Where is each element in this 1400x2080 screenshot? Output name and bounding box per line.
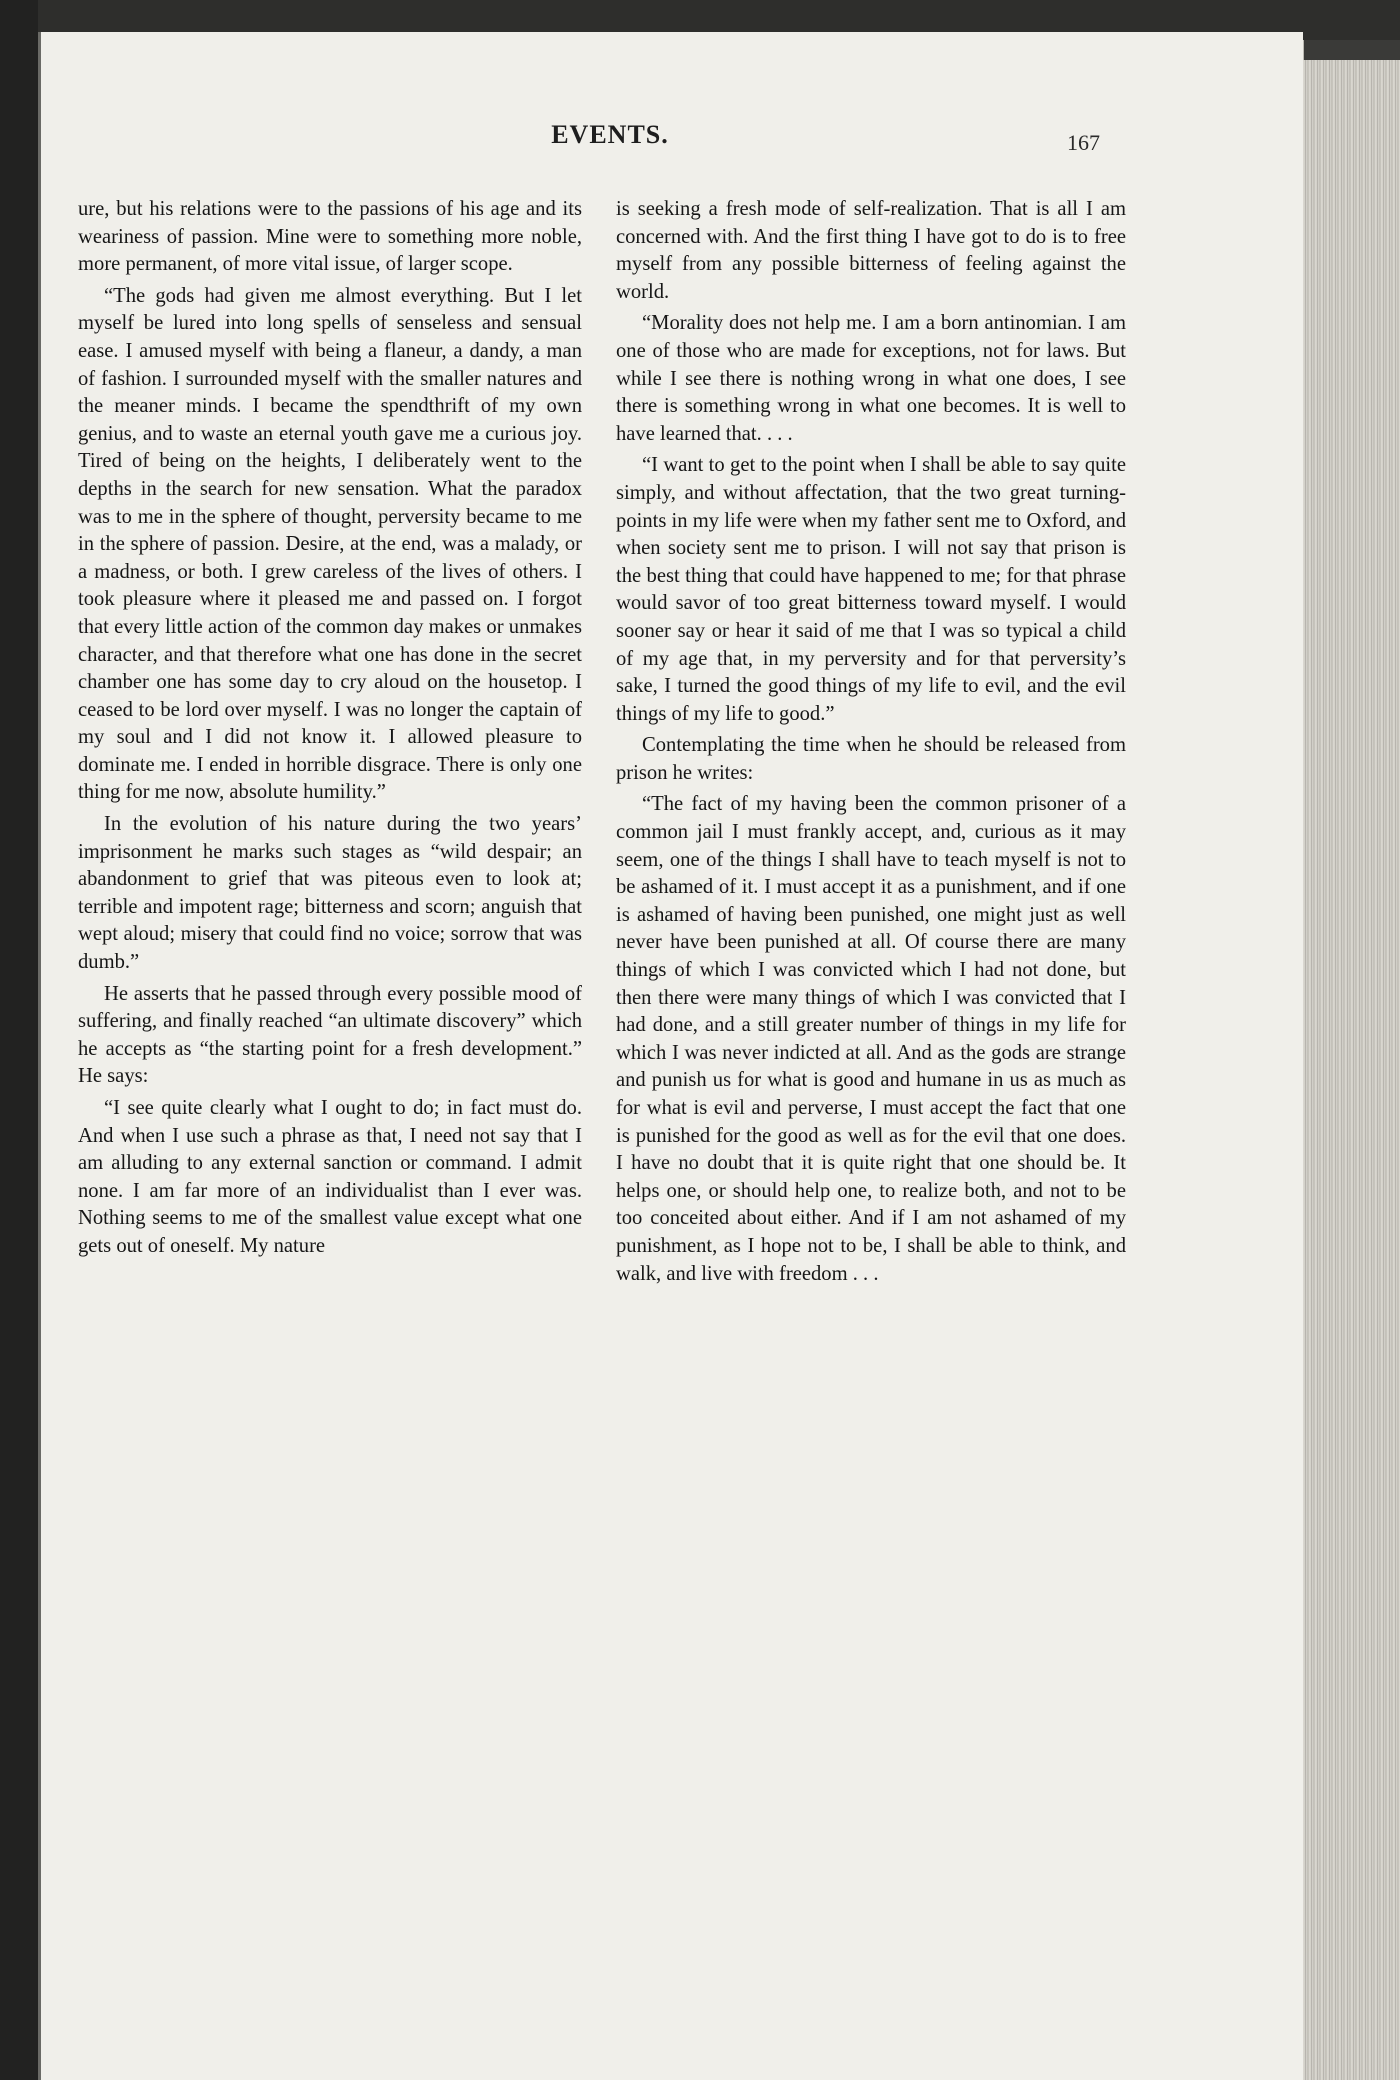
paragraph: He asserts that he passed through every possible mood of suffering, and finally reached “an ultimate discovery” which he accepts as “the starting point for a fresh development.” He says: [78,982,582,1088]
paragraph: Contemplating the time when he should be released from prison he writes: [616,734,1126,784]
paragraph: “Morality does not help me. I am a born antinomian. I am one of those who are made for exceptions, not for laws. But while I see there is nothing wrong in what one does, I see there is something wrong in what one becomes. It is well to have learned that. . . . [616,312,1126,445]
paragraph: “The fact of my having been the common prisoner of a common jail I must frankly accept, and, curious as it may seem, one of the things I shall have to teach myself is not to be ashamed of it. I must accept it as a punishment, and if one is ashamed of having been punished, one might just as well never have been punished at all. Of course there are many things of which I was convicted which I had not done, but then there were many things of which I was convicted that I had done, and a still greater number of things in my life for which I was never indicted at all. And as the gods are strange and punish us for what is good and humane in us as much as for what is evil and perverse, I must accept the fact that one is punished for the good as well as for the evil that one does. I have no doubt that it is quite right that one should be. It helps one, or should help one, to realize both, and not to be too conceited about either. And if I am not ashamed of my punishment, as I hope not to be, I shall be able to think, and walk, and live with freedom . . . [616,793,1126,1285]
paragraph: ure, but his relations were to the passions of his age and its weariness of passion. Mine were to something more noble, more permanent, of more vital issue, of larger scope. [78,198,582,276]
paragraph: “I see quite clearly what I ought to do; in fact must do. And when I use such a phrase as that, I need not say that I am alluding to any external sanction or command. I admit none. I am far more of an individualist than I ever was. Nothing seems to me of the smallest value except what one gets out of oneself. My nature [78,1097,582,1257]
paragraph: is seeking a fresh mode of self-realization. That is all I am concerned with. And the first thing I have got to do is to free myself from any possible bitterness of feeling against the world. [616,198,1126,303]
paragraph: “The gods had given me almost everything. But I let myself be lured into long spells of senseless and sensual ease. I amused myself with being a flaneur, a dandy, a man of fashion. I surrounded myself with the smaller natures and the meaner minds. I became the spendthrift of my own genius, and to waste an eternal youth gave me a curious joy. Tired of being on the heights, I deliberately went to the depths in the search for new sensation. What the paradox was to me in the sphere of thought, perversity became to me in the sphere of passion. Desire, at the end, was a malady, or a madness, or both. I grew careless of the lives of others. I took pleasure where it pleased me and passed on. I forgot that every little action of the common day makes or unmakes character, and that therefore what one has done in the secret chamber one has some day to cry aloud on the housetop. I ceased to be lord over myself. I was no longer the captain of my soul and I did not know it. I allowed pleasure to dominate me. I ended in horrible disgrace. There is only one thing for me now, absolute humility.” [78,284,582,804]
running-title: EVENTS. [551,120,669,149]
paragraph: In the evolution of his nature during the two years’ imprisonment he marks such stages as “wild despair; an abandonment to grief that was piteous even to look at; terrible and impotent rage; bitterness and scorn; anguish that wept aloud; misery that could find no voice; sorrow that was dumb.” [78,813,582,974]
page-edges [1300,60,1400,2080]
left-text-column [78,196,582,1265]
page-number: 167 [1067,130,1100,155]
right-text-column [616,196,1126,1292]
paragraph: “I want to get to the point when I shall be able to say quite simply, and without affectation, that the two great turning-points in my life were when my father sent me to Oxford, and when society sent me to prison. I will not say that prison is the best thing that could have happened to me; for that phrase would savor of too great bitterness toward myself. I would sooner say or hear it said of me that I was so typical a child of my age that, in my perversity and for that perversity’s sake, I turned the good things of my life to evil, and the evil things of my life to good.” [616,454,1126,725]
book-spine-shadow [0,0,38,2080]
